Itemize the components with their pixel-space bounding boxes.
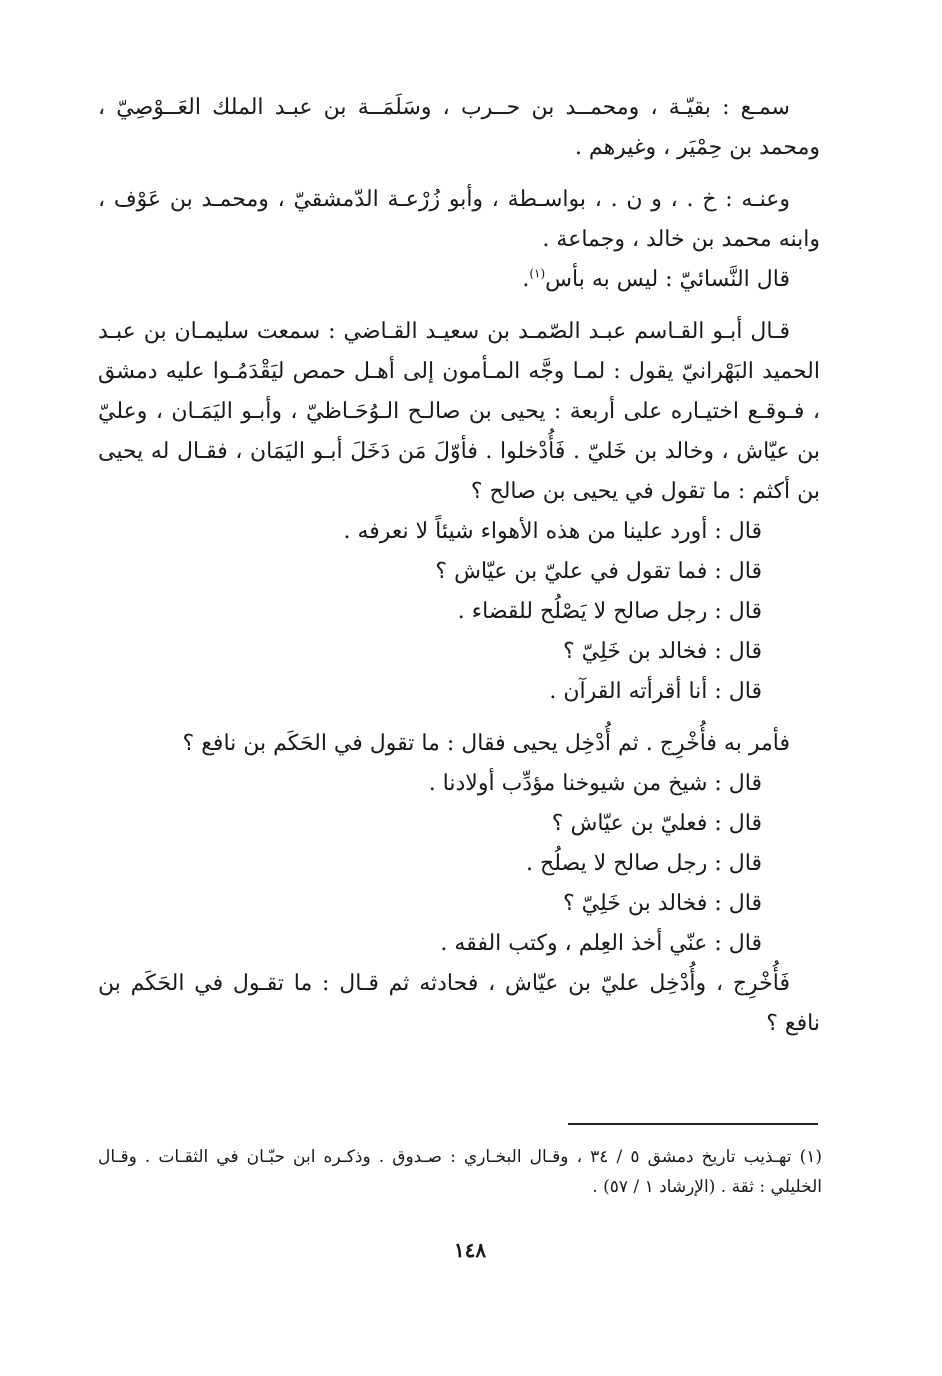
- dialogue-line: قال : فعليّ بن عيّاش ؟: [551, 811, 762, 836]
- dialogue-line: قال : فخالد بن خَلِيّ ؟: [562, 639, 762, 664]
- paragraph-text: قال النَّسائيّ : ليس به بأس: [545, 267, 790, 292]
- footnote: [98, 1142, 822, 1202]
- dialogue-line: قال : أورد علينا من هذه الأهواء شيئاً لا نعرفه .: [343, 519, 762, 544]
- dialogue-line: قال : أنا أقرأته القرآن .: [549, 679, 762, 704]
- paragraph-second-entry: فأمر به فأُخْرِج . ثم أُدْخِل يحيى فقال : ما تقول في الحَكَم بن نافع ؟: [182, 731, 790, 756]
- paragraph-text: سمـع : بقيّـة ، ومحمــد بن حــرب ، وسَلَمَــة بن عبـد الملك العَــوْصِيّ ، ومحمد بن حِمْيَر ، وغيرهم .: [98, 95, 820, 160]
- footnote-number: (١): [799, 1147, 822, 1167]
- dialogue-line: قال : رجل صالح لا يصلُح .: [526, 851, 762, 876]
- footnote-text: تهـذيب تاريخ دمشق ٥ / ٣٤ ، وقـال البخـاري : صـدوق . وذكـره ابن حبّـان في الثقـات . وقـال الخليلي : ثقة . (الإرشاد ١ / ٥٧) .: [98, 1147, 822, 1197]
- dialogue-line: قال : شيخ من شيوخنا مؤدِّب أولادنا .: [428, 771, 762, 796]
- dialogue-line: قال : عنّي أخذ العِلم ، وكتب الفقه .: [440, 931, 762, 956]
- paragraph-students: [98, 180, 820, 260]
- main-text: [98, 88, 820, 1044]
- footnote-divider: [568, 1123, 818, 1125]
- footnote-reference[interactable]: (١): [529, 266, 546, 281]
- paragraph-text: قـال أبـو القـاسم عبـد الصّمـد بن سعيـد القـاضي : سمعت سليمـان بن عبـد الحميد البَهْرانيّ يقول : لمـا وجَّه المـأمون إلى أهـل حمص ليَقْدَمُـوا عليه دمشق ، فـوقـع اختيـاره على أربعة : يحيى بن صالـح الـوُحَـاظيّ ، وأبـو اليَمَـان ، وعليّ بن عيّاش ، وخالد بن خَليّ . فَأُدْخلوا . فأوّلَ مَن دَخَلَ أبـو اليَمَان ، فقـال له يحيى بن أكثم : ما تقول في يحيى بن صالح ؟: [98, 319, 820, 504]
- paragraph-text: .: [522, 267, 530, 292]
- dialogue-line: قال : رجل صالح لا يَصْلُح للقضاء .: [457, 599, 762, 624]
- dialogue-line: قال : فخالد بن خَلِيّ ؟: [562, 891, 762, 916]
- dialogue-line: قال : فما تقول في عليّ بن عيّاش ؟: [435, 559, 762, 584]
- paragraph-narration: [98, 312, 820, 512]
- paragraph-text: وعنـه : خ . ، و ن . ، بواسـطة ، وأبو زُرْعـة الدّمشقيّ ، ومحمـد بن عَوْف ، وابنه محمد بن خالد ، وجماعة .: [98, 187, 820, 252]
- page-number: ١٤٨: [453, 1238, 487, 1262]
- paragraph-third-entry: فَأُخْرِج ، وأُدْخِل عليّ بن عيّاش ، فحادثه ثم قـال : ما تقـول في الحَكَم بن نافع ؟: [98, 971, 820, 1036]
- paragraph-teachers: [98, 88, 820, 168]
- paragraph-nasai: [98, 260, 820, 300]
